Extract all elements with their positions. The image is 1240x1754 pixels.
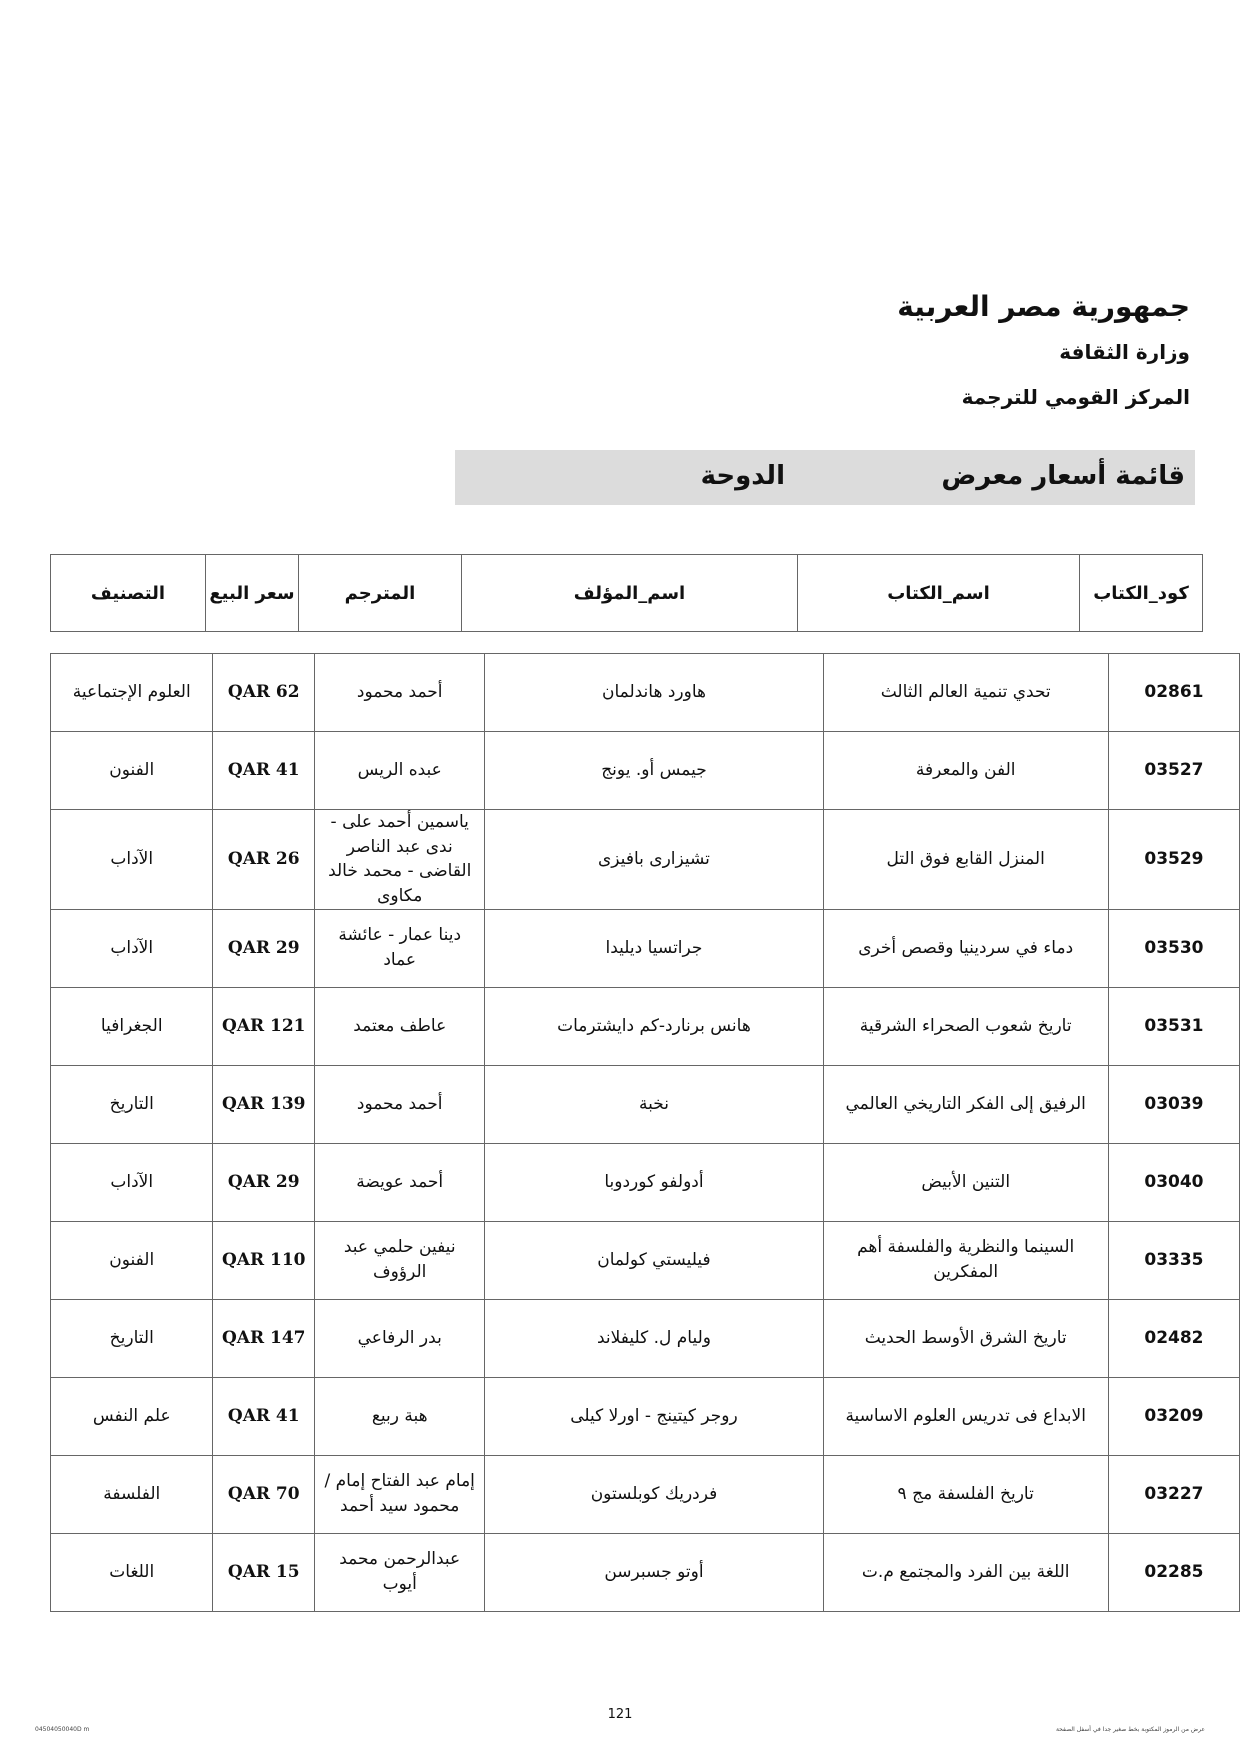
book-author: روجر كيتينج - اورلا كيلى <box>485 1377 823 1455</box>
book-title: تاريخ الشرق الأوسط الحديث <box>823 1299 1108 1377</box>
book-translator: أحمد محمود <box>315 1065 485 1143</box>
center-title: المركز القومي للترجمة <box>961 385 1190 409</box>
book-category: العلوم الإجتماعية <box>51 654 213 732</box>
book-code: 03531 <box>1108 987 1239 1065</box>
table-row <box>51 1377 1240 1455</box>
book-price: QAR 110 <box>213 1221 315 1299</box>
table-row <box>51 987 1240 1065</box>
book-category: الآداب <box>51 909 213 987</box>
table-row <box>51 732 1240 810</box>
book-category: الآداب <box>51 1143 213 1221</box>
country-title: جمهورية مصر العربية <box>897 290 1190 323</box>
books-table <box>50 653 1240 1612</box>
book-title: تاريخ الفلسفة مج ٩ <box>823 1455 1108 1533</box>
book-title: دماء في سردينيا وقصص أخرى <box>823 909 1108 987</box>
book-price: QAR 29 <box>213 1143 315 1221</box>
book-category: الآداب <box>51 810 213 910</box>
ministry-title: وزارة الثقافة <box>1059 340 1190 364</box>
book-translator: هبة ربيع <box>315 1377 485 1455</box>
book-author: أوتو جسبرسن <box>485 1533 823 1611</box>
book-category: الجغرافيا <box>51 987 213 1065</box>
book-code: 03527 <box>1108 732 1239 810</box>
book-author: فردريك كوبلستون <box>485 1455 823 1533</box>
table-row <box>51 1299 1240 1377</box>
book-category: التاريخ <box>51 1299 213 1377</box>
header-translator: المترجم <box>299 555 462 632</box>
book-title: اللغة بين الفرد والمجتمع م.ت <box>823 1533 1108 1611</box>
book-author: جراتسيا ديليدا <box>485 909 823 987</box>
table-row <box>51 1455 1240 1533</box>
table-row <box>51 1065 1240 1143</box>
table-row <box>51 1143 1240 1221</box>
book-translator: ياسمين أحمد على - ندى عبد الناصر القاضى - محمد خالد مكاوى <box>315 810 485 910</box>
header-code: كود_الكتاب <box>1080 555 1203 632</box>
book-author: وليام ل. كليفلاند <box>485 1299 823 1377</box>
book-category: التاريخ <box>51 1065 213 1143</box>
book-author: فيليستي كولمان <box>485 1221 823 1299</box>
book-author: نخبة <box>485 1065 823 1143</box>
book-code: 02482 <box>1108 1299 1239 1377</box>
book-author: أدولفو كوردوبا <box>485 1143 823 1221</box>
book-code: 03530 <box>1108 909 1239 987</box>
book-translator: دينا عمار - عائشة عماد <box>315 909 485 987</box>
book-price: QAR 121 <box>213 987 315 1065</box>
table-row <box>51 1533 1240 1611</box>
page-number: 121 <box>607 1707 633 1722</box>
book-price: QAR 15 <box>213 1533 315 1611</box>
book-title: التنين الأبيض <box>823 1143 1108 1221</box>
book-code: 02861 <box>1108 654 1239 732</box>
book-code: 03209 <box>1108 1377 1239 1455</box>
book-price: QAR 62 <box>213 654 315 732</box>
book-translator: أحمد محمود <box>315 654 485 732</box>
table-row <box>51 1221 1240 1299</box>
book-price: QAR 70 <box>213 1455 315 1533</box>
book-title: الفن والمعرفة <box>823 732 1108 810</box>
footer-left: 04504050040D m <box>35 1726 90 1733</box>
book-price: QAR 147 <box>213 1299 315 1377</box>
book-code: 03039 <box>1108 1065 1239 1143</box>
header-title: اسم_الكتاب <box>798 555 1080 632</box>
book-price: QAR 41 <box>213 1377 315 1455</box>
book-translator: عبده الريس <box>315 732 485 810</box>
book-translator: عاطف معتمد <box>315 987 485 1065</box>
book-author: هانس برنارد-كم دايشترمات <box>485 987 823 1065</box>
book-price: QAR 29 <box>213 909 315 987</box>
price-list-banner <box>455 450 1195 505</box>
book-code: 03335 <box>1108 1221 1239 1299</box>
book-author: تشيزارى بافيزى <box>485 810 823 910</box>
book-title: السينما والنظرية والفلسفة أهم المفكرين <box>823 1221 1108 1299</box>
book-translator: نيفين حلمي عبد الرؤوف <box>315 1221 485 1299</box>
table-row <box>51 909 1240 987</box>
book-price: QAR 139 <box>213 1065 315 1143</box>
book-title: تاريخ شعوب الصحراء الشرقية <box>823 987 1108 1065</box>
header-category: التصنيف <box>51 555 206 632</box>
book-translator: إمام عبد الفتاح إمام / محمود سيد أحمد <box>315 1455 485 1533</box>
book-title: تحدي تنمية العالم الثالث <box>823 654 1108 732</box>
book-category: اللغات <box>51 1533 213 1611</box>
book-price: QAR 26 <box>213 810 315 910</box>
header-author: اسم_المؤلف <box>462 555 798 632</box>
book-title: الرفيق إلى الفكر التاريخي العالمي <box>823 1065 1108 1143</box>
book-category: علم النفس <box>51 1377 213 1455</box>
table-header <box>50 554 1203 632</box>
book-translator: بدر الرفاعي <box>315 1299 485 1377</box>
book-author: جيمس أو. يونج <box>485 732 823 810</box>
table-row <box>51 654 1240 732</box>
banner-city: الدوحة <box>700 461 785 491</box>
book-code: 03227 <box>1108 1455 1239 1533</box>
book-code: 03529 <box>1108 810 1239 910</box>
book-price: QAR 41 <box>213 732 315 810</box>
book-title: المنزل القابع فوق التل <box>823 810 1108 910</box>
book-author: هاورد هاندلمان <box>485 654 823 732</box>
book-title: الابداع فى تدريس العلوم الاساسية <box>823 1377 1108 1455</box>
header-price: سعر البيع <box>206 555 299 632</box>
book-category: الفنون <box>51 732 213 810</box>
book-translator: عبدالرحمن محمد أيوب <box>315 1533 485 1611</box>
table-row <box>51 810 1240 910</box>
book-category: الفلسفة <box>51 1455 213 1533</box>
footer-right: عرض من الرموز المكتوبة بخط صغير جدا في أسفل الصفحة <box>1055 1726 1205 1733</box>
book-category: الفنون <box>51 1221 213 1299</box>
book-translator: أحمد عويضة <box>315 1143 485 1221</box>
book-code: 02285 <box>1108 1533 1239 1611</box>
book-code: 03040 <box>1108 1143 1239 1221</box>
banner-title: قائمة أسعار معرض <box>941 461 1185 491</box>
